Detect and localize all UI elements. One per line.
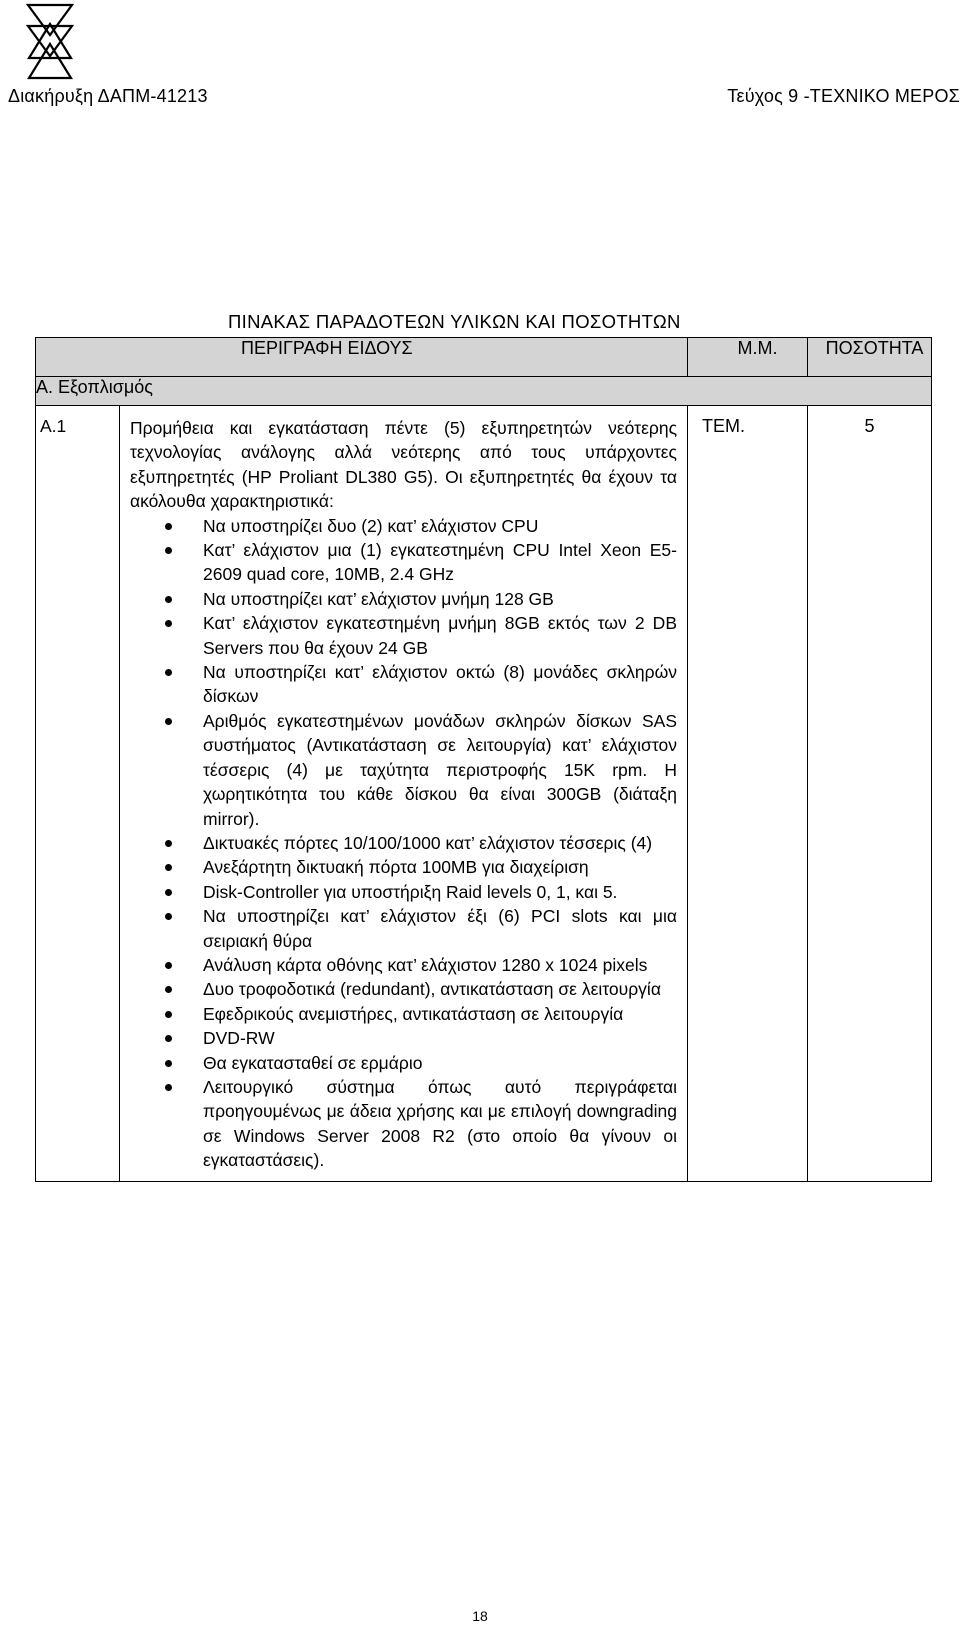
spec-text: Λειτουργικό σύστημα όπως αυτό περιγράφεται προηγουμένως με άδεια χρήσης και με επιλογή downgrading σε Windows Server 2008 R2 (στο οποίο θα γίνουν οι εγκαταστάσεις).	[203, 1076, 677, 1171]
bullet-icon	[165, 1060, 172, 1067]
bullet-icon	[165, 962, 172, 969]
list-item	[130, 977, 677, 1001]
spec-text: Να υποστηρίζει κατ’ ελάχιστον μνήμη 128 GB	[203, 588, 554, 609]
list-item	[130, 855, 677, 879]
spec-text: Θα εγκατασταθεί σε ερμάριο	[203, 1052, 423, 1073]
bullet-icon	[165, 889, 172, 896]
bullet-icon	[165, 1035, 172, 1042]
table-title: ΠΙΝΑΚΑΣ ΠΑΡΑΔΟΤΕΩΝ ΥΛΙΚΩΝ ΚΑΙ ΠΟΣΟΤΗΤΩΝ	[228, 311, 681, 332]
spec-text: Disk-Controller για υποστήριξη Raid levels 0, 1, και 5.	[203, 881, 618, 902]
volume-label: Τεύχος 9 -ΤΕΧΝΙΚΟ ΜΕΡΟΣ	[727, 86, 960, 106]
list-item	[130, 611, 677, 660]
list-item	[130, 1075, 677, 1173]
list-item	[130, 1026, 677, 1050]
spec-text: DVD-RW	[203, 1028, 275, 1049]
document-reference: Διακήρυξη ΔΑΠΜ-41213	[8, 86, 208, 106]
bullet-icon	[165, 1011, 172, 1018]
spec-text: Να υποστηρίζει κατ’ ελάχιστον οκτώ (8) μονάδες σκληρών δίσκων	[203, 662, 677, 707]
bullet-icon	[165, 547, 172, 554]
bullet-icon	[165, 1084, 172, 1091]
column-header-unit: Μ.Μ.	[688, 338, 808, 377]
list-item	[130, 1002, 677, 1026]
list-item	[130, 904, 677, 953]
list-item	[130, 538, 677, 587]
deliverables-table	[35, 337, 932, 1182]
list-item	[130, 953, 677, 977]
triangles-emblem-icon	[24, 2, 76, 82]
list-item	[130, 1051, 677, 1075]
spec-text: Δικτυακές πόρτες 10/100/1000 κατ’ ελάχιστον τέσσερις (4)	[203, 832, 653, 853]
bullet-icon	[165, 986, 172, 993]
list-item	[130, 587, 677, 611]
item-code: Α.1	[36, 406, 120, 1182]
spec-text: Να υποστηρίζει κατ’ ελάχιστον έξι (6) PCI slots και μια σειριακή θύρα	[203, 906, 677, 951]
item-unit: ΤΕΜ.	[688, 406, 808, 1182]
list-item	[130, 880, 677, 904]
spec-text: Δυο τροφοδοτικά (redundant), αντικατάσταση σε λειτουργία	[203, 979, 661, 1000]
list-item	[130, 831, 677, 855]
item-description	[120, 406, 688, 1182]
spec-text: Κατ’ ελάχιστον εγκατεστημένη μνήμη 8GB εκτός των 2 DB Servers που θα έχουν 24 GB	[203, 613, 677, 658]
list-item	[130, 709, 677, 831]
bullet-icon	[165, 718, 172, 725]
spec-text: Κατ’ ελάχιστον μια (1) εγκατεστημένη CPU Intel Xeon E5-2609 quad core, 10MB, 2.4 GHz	[203, 540, 677, 585]
spec-list	[130, 514, 677, 1173]
category-label: Α. Εξοπλισμός	[36, 377, 932, 406]
bullet-icon	[165, 840, 172, 847]
column-header-description: ΠΕΡΙΓΡΑΦΗ ΕΙΔΟΥΣ	[36, 338, 688, 377]
list-item	[130, 660, 677, 709]
page-number: 18	[472, 1608, 488, 1624]
spec-text: Αριθμός εγκατεστημένων μονάδων σκληρών δίσκων SAS συστήματος (Αντικατάσταση σε λειτουργία) κατ’ ελάχιστον τέσσερις (4) με ταχύτητα περιστροφής 15K rpm. Η χωρητικότητα του κάθε δίσκου θα είναι 300GB (διάταξη mirror).	[203, 710, 677, 829]
list-item	[130, 514, 677, 538]
item-quantity: 5	[808, 406, 932, 1182]
column-header-quantity: ΠΟΣΟΤΗΤΑ	[808, 338, 932, 377]
bullet-icon	[165, 864, 172, 871]
bullet-icon	[165, 523, 172, 530]
spec-text: Να υποστηρίζει δυο (2) κατ’ ελάχιστον CPU	[203, 515, 539, 536]
category-row	[36, 377, 932, 406]
bullet-icon	[165, 620, 172, 627]
item-intro: Προμήθεια και εγκατάσταση πέντε (5) εξυπηρετητών νεότερης τεχνολογίας ανάλογης αλλά νεότερης από τους υπάρχοντες εξυπηρετητές (HP Proliant DL380 G5). Οι εξυπηρετητές θα έχουν τα ακόλουθα χαρακτηριστικά:	[130, 418, 677, 512]
bullet-icon	[165, 669, 172, 676]
spec-text: Εφεδρικούς ανεμιστήρες, αντικατάσταση σε λειτουργία	[203, 1003, 624, 1024]
table-header-row	[36, 338, 932, 377]
spec-text: Ανεξάρτητη δικτυακή πόρτα 100MB για διαχείριση	[203, 857, 589, 878]
spec-text: Ανάλυση κάρτα οθόνης κατ’ ελάχιστον 1280 x 1024 pixels	[203, 954, 648, 975]
table-row	[36, 406, 932, 1182]
bullet-icon	[165, 913, 172, 920]
bullet-icon	[165, 596, 172, 603]
